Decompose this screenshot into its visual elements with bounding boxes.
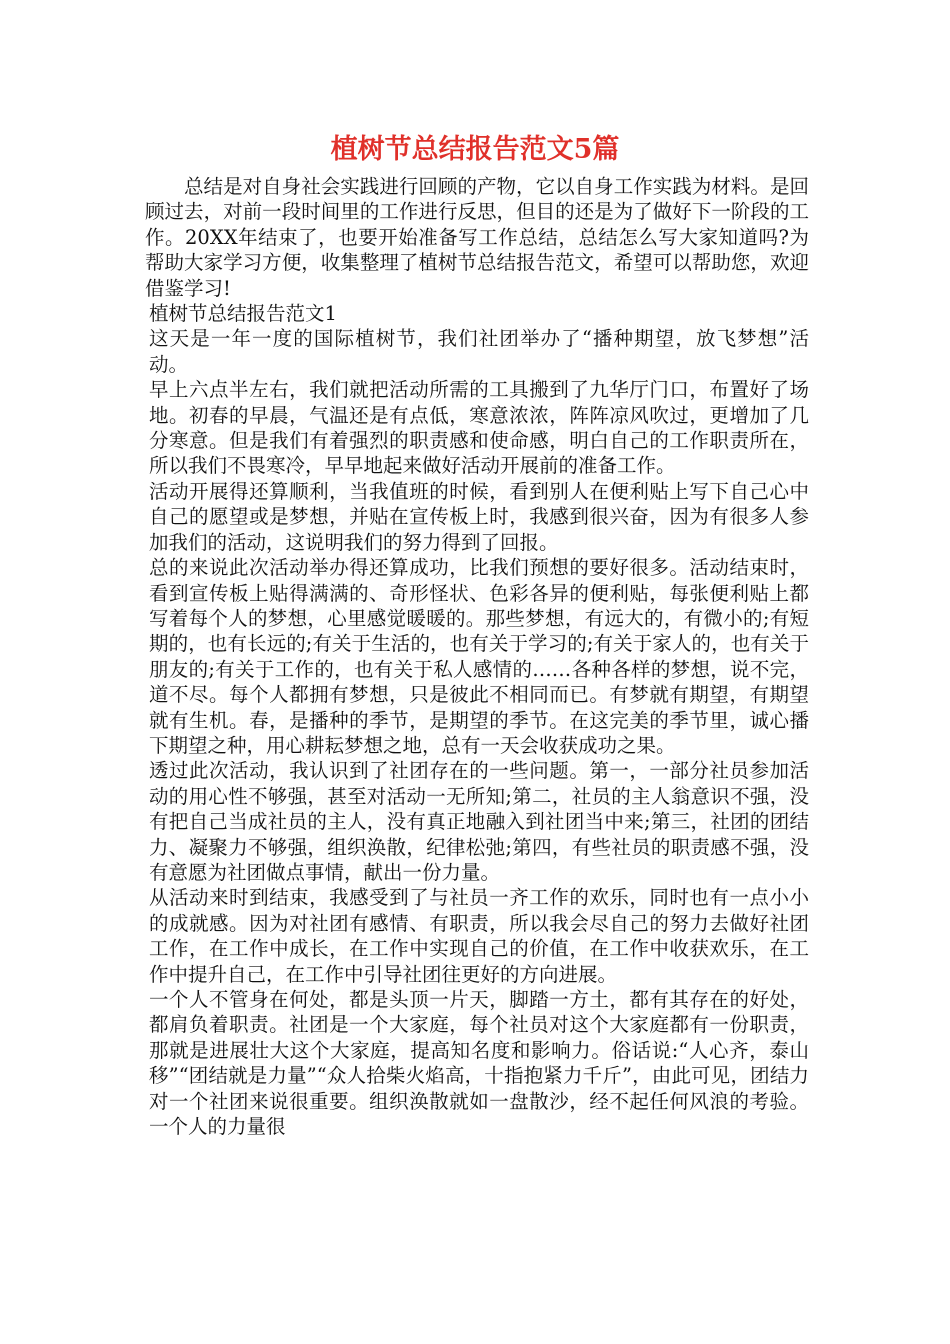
intro-paragraph: 总结是对自身社会实践进行回顾的产物，它以自身工作实践为材料。是回顾过去，对前一段时间里的工作进行反思，但目的还是为了做好下一阶段的工作。20XX年结束了，也要开始准备写工作总结，总结怎么写大家知道吗?为帮助大家学习方便，收集整理了植树节总结报告范文，希望可以帮助您，欢迎借鉴学习! xyxy=(145,175,809,300)
body-paragraph: 活动开展得还算顺利，当我值班的时候，看到别人在便利贴上写下自己心中自己的愿望或是梦想，并贴在宣传板上时，我感到很兴奋，因为有很多人参加我们的活动，这说明我们的努力得到了回报。 xyxy=(149,479,809,554)
document-title: 植树节总结报告范文5篇 xyxy=(330,134,620,165)
body-paragraph: 一个人不管身在何处，都是头顶一片天，脚踏一方土，都有其存在的好处，都肩负着职责。社团是一个大家庭，每个社员对这个大家庭都有一份职责，那就是进展壮大这个大家庭，提高知名度和影响力。俗话说:“人心齐，泰山移”“团结就是力量”“众人拾柴火焰高，十指抱紧力千斤”，由此可见，团结力对一个社团来说很重要。组织涣散就如一盘散沙，经不起任何风浪的考验。一个人的力量很 xyxy=(149,988,809,1139)
body-paragraph: 透过此次活动，我认识到了社团存在的一些问题。第一，一部分社员参加活动的用心性不够强，甚至对活动一无所知;第二，社员的主人翁意识不强，没有把自己当成社员的主人，没有真正地融入到社团当中来;第三，社团的团结力、凝聚力不够强，组织涣散，纪律松弛;第四，有些社员的职责感不强，没有意愿为社团做点事情，献出一份力量。 xyxy=(149,759,809,884)
section-heading: 植树节总结报告范文1 xyxy=(149,302,337,326)
body-paragraph: 早上六点半左右，我们就把活动所需的工具搬到了九华厅门口，布置好了场地。初春的早晨，气温还是有点低，寒意浓浓，阵阵凉风吹过，更增加了几分寒意。但是我们有着强烈的职责感和使命感，明白自己的工作职责所在，所以我们不畏寒冷，早早地起来做好活动开展前的准备工作。 xyxy=(149,378,809,478)
body-paragraph: 从活动来时到结束，我感受到了与社员一齐工作的欢乐，同时也有一点小小的成就感。因为对社团有感情、有职责，所以我会尽自己的努力去做好社团工作，在工作中成长，在工作中实现自己的价值，在工作中收获欢乐，在工作中提升自己，在工作中引导社团往更好的方向进展。 xyxy=(149,886,809,986)
body-paragraph: 这天是一年一度的国际植树节，我们社团举办了“播种期望，放飞梦想”活动。 xyxy=(149,327,809,376)
document-body xyxy=(145,174,809,1139)
body-paragraph: 总的来说此次活动举办得还算成功，比我们预想的要好很多。活动结束时，看到宣传板上贴得满满的、奇形怪状、色彩各异的便利贴，每张便利贴上都写着每个人的梦想，心里感觉暖暖的。那些梦想，有远大的，有微小的;有短期的，也有长远的;有关于生活的，也有关于学习的;有关于家人的，也有关于朋友的;有关于工作的，也有关于私人感情的……各种各样的梦想，说不完，道不尽。每个人都拥有梦想，只是彼此不相同而已。有梦就有期望，有期望就有生机。春，是播种的季节，是期望的季节。在这完美的季节里，诚心播下期望之种，用心耕耘梦想之地，总有一天会收获成功之果。 xyxy=(149,556,809,757)
